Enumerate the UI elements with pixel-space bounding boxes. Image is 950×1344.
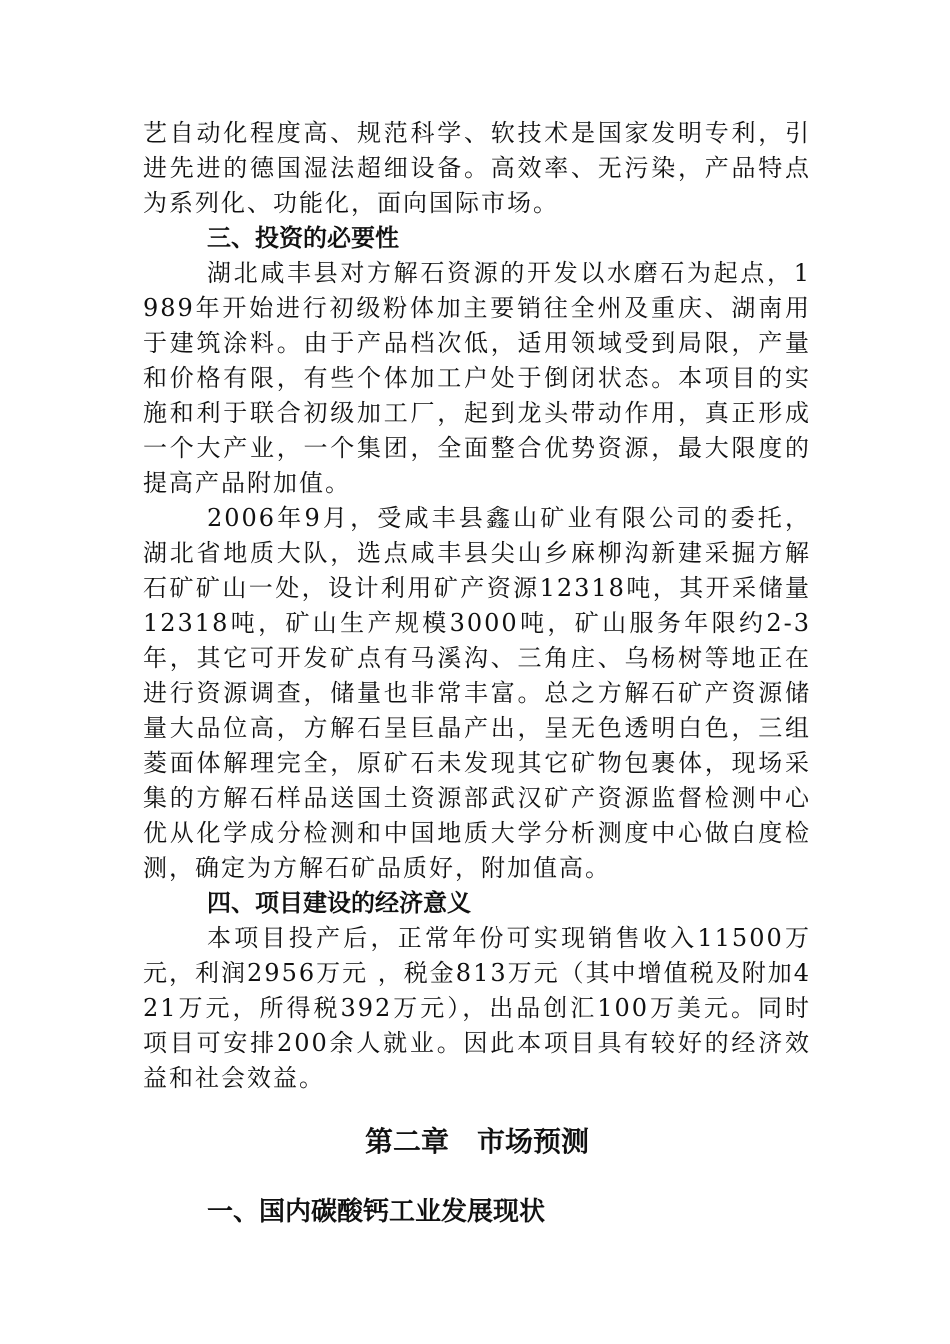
section-heading-necessity: 三、投资的必要性 xyxy=(207,224,399,252)
paragraph-continued: 艺自动化程度高、规范科学、软技术是国家发明专利，引进先进的德国湿法超细设备。高效率、无污染，产品特点为系列化、功能化，面向国际市场。 xyxy=(143,119,811,217)
body-text xyxy=(143,116,811,1096)
section-heading-economic-significance: 四、项目建设的经济意义 xyxy=(207,889,471,917)
chapter-title: 第二章 市场预测 xyxy=(364,1125,589,1158)
paragraph-geological-survey: 2006年9月，受咸丰县鑫山矿业有限公司的委托，湖北省地质大队，选点咸丰县尖山乡麻柳沟新建采掘方解石矿矿山一处，设计利用矿产资源12318吨，其开采储量12318吨，矿山生产规模3000吨，矿山服务年限约2-3年，其它可开发矿点有马溪沟、三角庄、乌杨树等地正在进行资源调查，储量也非常丰富。总之方解石矿产资源储量大品位高，方解石呈巨晶产出，呈无色透明白色，三组菱面体解理完全，原矿石未发现其它矿物包裹体，现场采集的方解石样品送国土资源部武汉矿产资源监督检测中心优从化学成分检测和中国地质大学分析测度中心做白度检测，确定为方解石矿品质好，附加值高。 xyxy=(143,504,811,882)
section-heading-domestic-status: 一、国内碳酸钙工业发展现状 xyxy=(207,1197,546,1227)
paragraph-economic-benefits: 本项目投产后，正常年份可实现销售收入11500万元，利润2956万元 ，税金813万元（其中增值税及附加421万元，所得税392万元），出品创汇100万美元。同时项目可安排200余人就业。因此本项目具有较好的经济效益和社会效益。 xyxy=(143,924,811,1092)
paragraph-resource-development: 湖北咸丰县对方解石资源的开发以水磨石为起点，1989年开始进行初级粉体加主要销往全州及重庆、湖南用于建筑涂料。由于产品档次低，适用领域受到局限，产量和价格有限，有些个体加工户处于倒闭状态。本项目的实施和利于联合初级加工厂，起到龙头带动作用，真正形成一个大产业，一个集团，全面整合优势资源，最大限度的提高产品附加值。 xyxy=(143,259,811,497)
